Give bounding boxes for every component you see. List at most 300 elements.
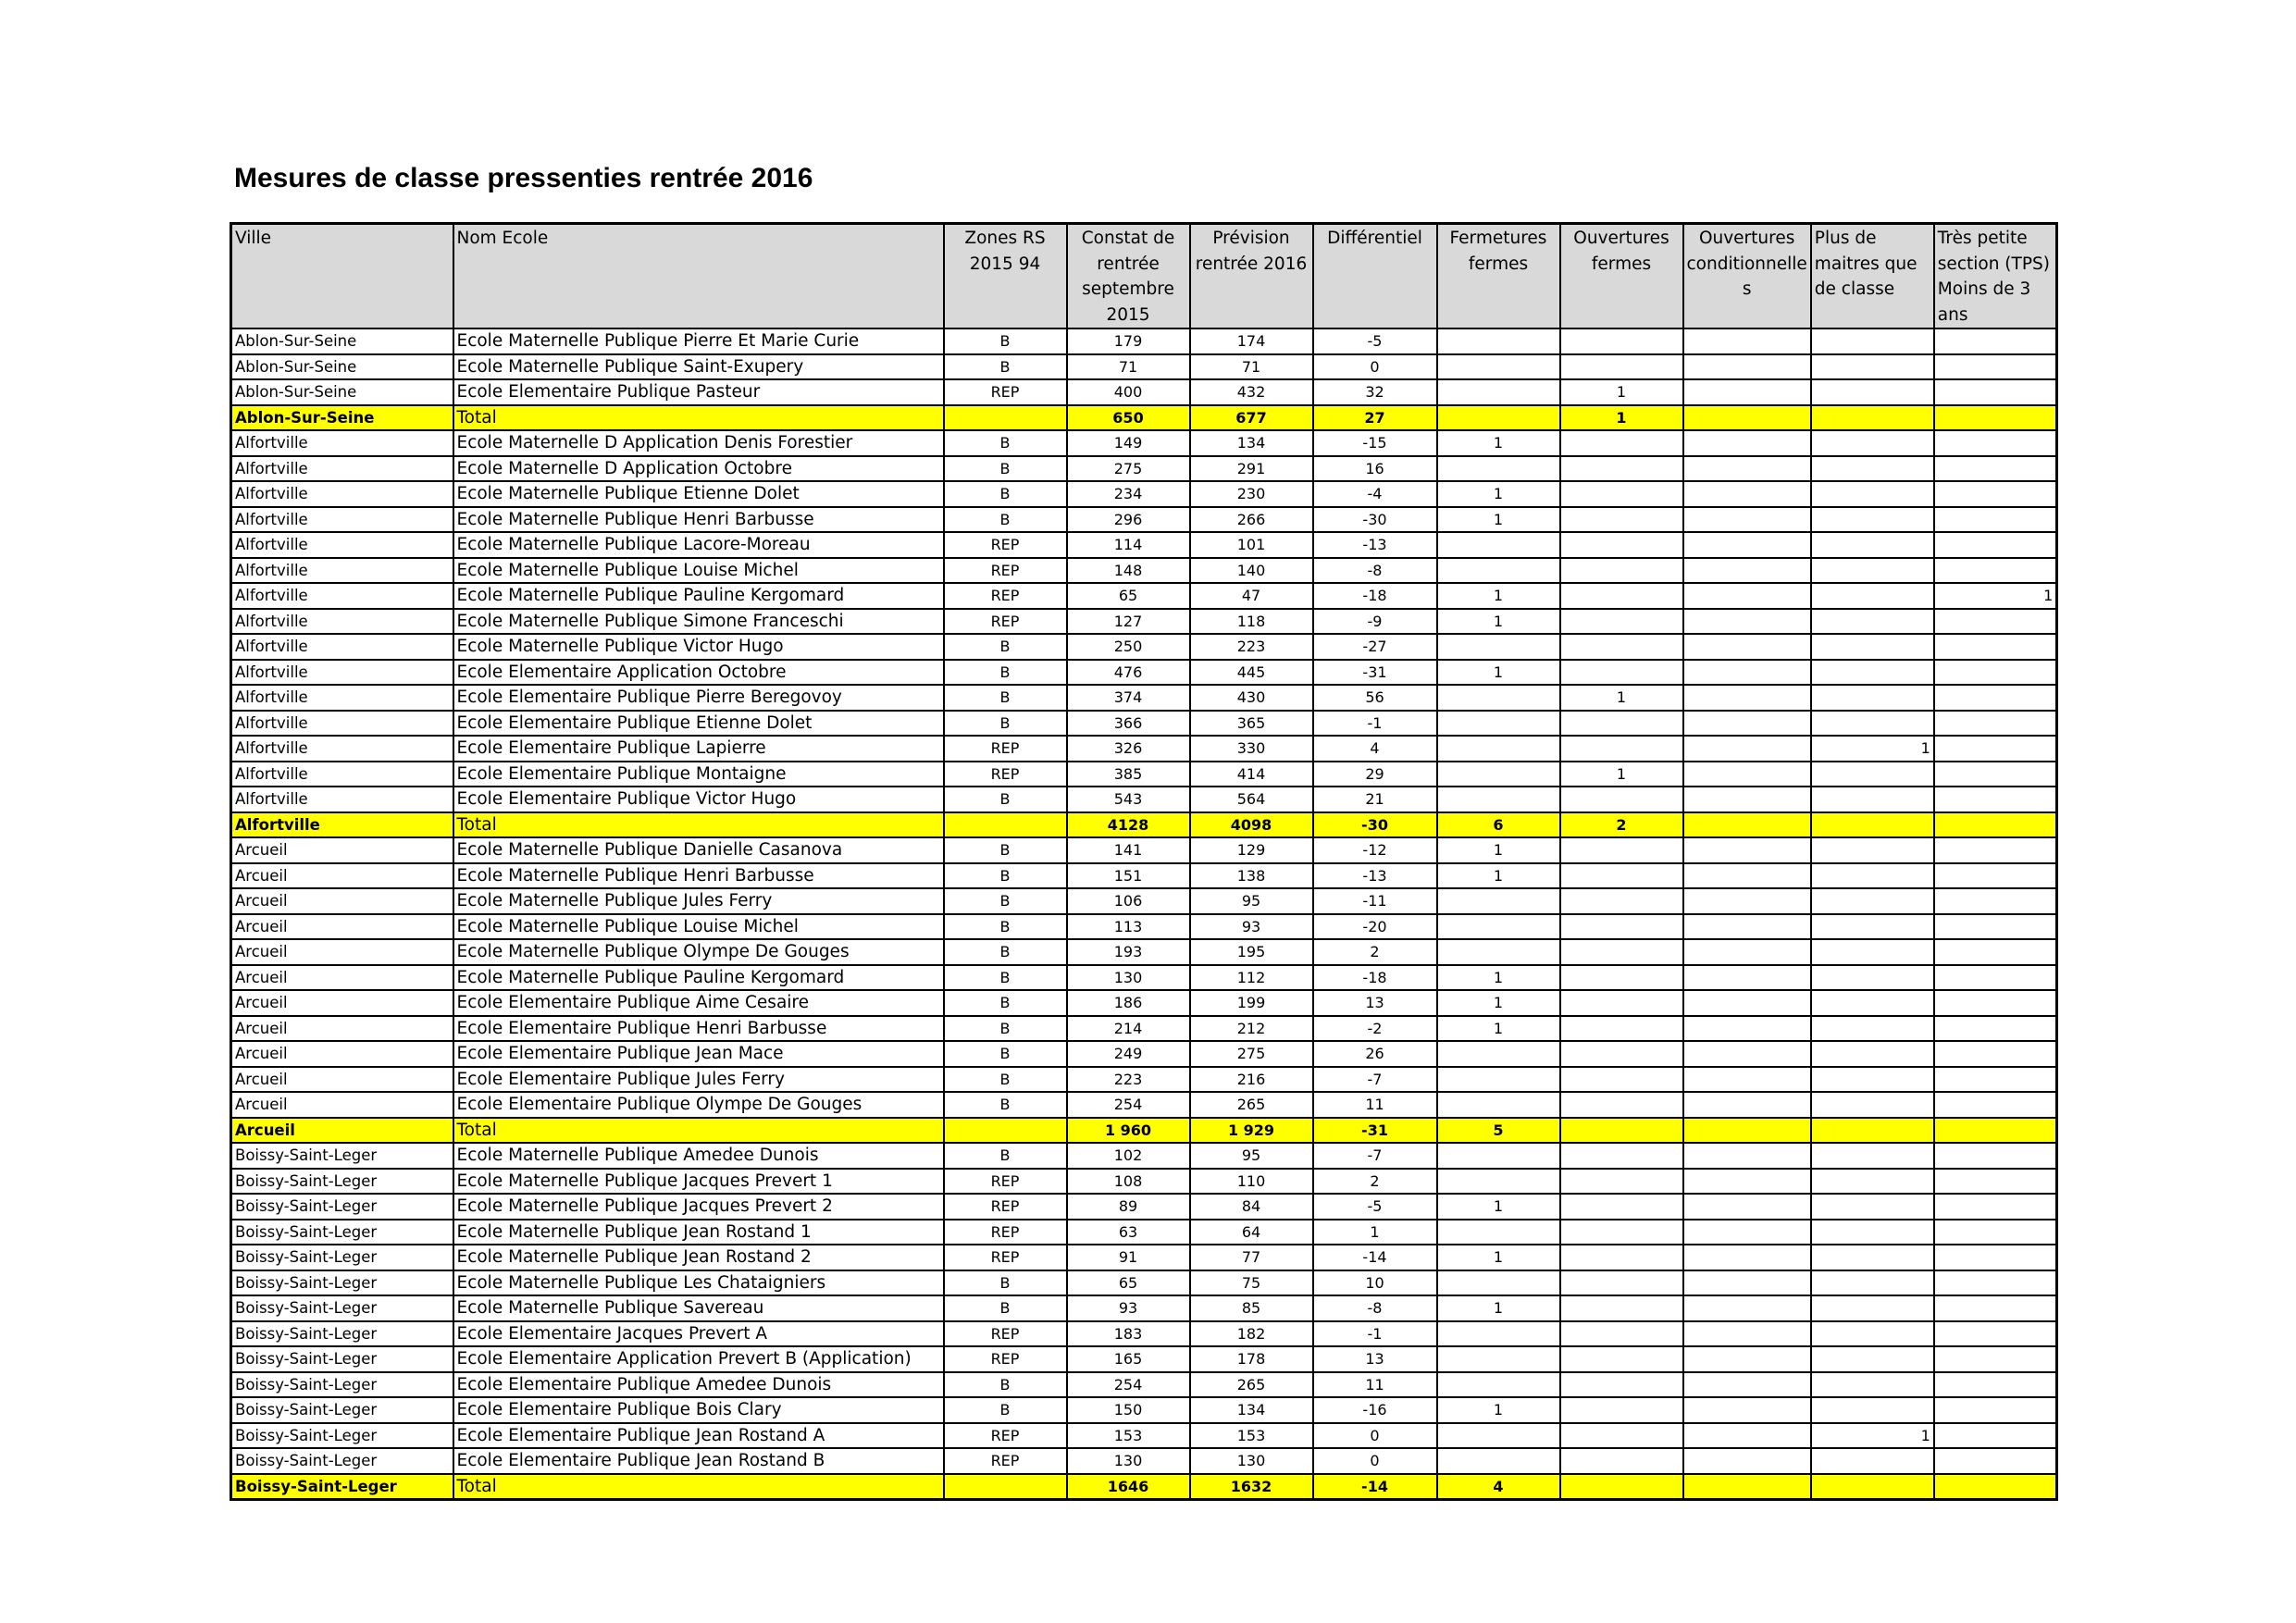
cell-constat: 89 xyxy=(1067,1194,1190,1220)
cell-tps xyxy=(1934,1321,2057,1347)
cell-zones: B xyxy=(944,914,1067,940)
cell-ouvertures xyxy=(1560,888,1683,914)
cell-differentiel: 27 xyxy=(1313,405,1437,431)
cell-plus-de-maitres xyxy=(1811,1321,1934,1347)
cell-ville: Boissy-Saint-Leger xyxy=(231,1194,453,1220)
cell-ouvertures xyxy=(1560,1474,1683,1500)
cell-ville: Arcueil xyxy=(231,990,453,1016)
cell-differentiel: 29 xyxy=(1313,762,1437,787)
cell-ouvertures xyxy=(1560,965,1683,991)
cell-prevision: 71 xyxy=(1190,354,1313,380)
cell-zones: B xyxy=(944,685,1067,711)
cell-differentiel: 26 xyxy=(1313,1041,1437,1067)
cell-ouvertures-conditionnelles xyxy=(1683,888,1811,914)
cell-prevision: 130 xyxy=(1190,1448,1313,1474)
cell-tps xyxy=(1934,736,2057,762)
cell-tps xyxy=(1934,1016,2057,1042)
cell-nom-ecole: Ecole Maternelle Publique Saint-Exupery xyxy=(453,354,944,380)
cell-prevision: 275 xyxy=(1190,1041,1313,1067)
cell-plus-de-maitres xyxy=(1811,1067,1934,1093)
cell-prevision: 430 xyxy=(1190,685,1313,711)
cell-plus-de-maitres xyxy=(1811,507,1934,533)
total-row xyxy=(231,812,2057,838)
cell-ouvertures xyxy=(1560,583,1683,609)
cell-zones: REP xyxy=(944,1423,1067,1449)
cell-ouvertures xyxy=(1560,1220,1683,1245)
table-row xyxy=(231,1169,2057,1195)
table-row xyxy=(231,379,2057,405)
cell-ville: Ablon-Sur-Seine xyxy=(231,354,453,380)
table-row xyxy=(231,1220,2057,1245)
cell-nom-ecole: Ecole Maternelle D Application Denis Forestier xyxy=(453,430,944,456)
cell-ville: Alfortville xyxy=(231,685,453,711)
cell-prevision: 195 xyxy=(1190,939,1313,965)
cell-tps xyxy=(1934,609,2057,635)
cell-zones: B xyxy=(944,1143,1067,1169)
cell-ouvertures-conditionnelles xyxy=(1683,965,1811,991)
cell-tps xyxy=(1934,1245,2057,1270)
cell-differentiel: -30 xyxy=(1313,812,1437,838)
cell-differentiel: -18 xyxy=(1313,965,1437,991)
table-row xyxy=(231,787,2057,812)
cell-constat: 250 xyxy=(1067,634,1190,660)
cell-prevision: 138 xyxy=(1190,863,1313,889)
cell-ouvertures-conditionnelles xyxy=(1683,1321,1811,1347)
cell-differentiel: 13 xyxy=(1313,1346,1437,1372)
cell-constat: 223 xyxy=(1067,1067,1190,1093)
cell-fermetures xyxy=(1437,939,1560,965)
cell-plus-de-maitres xyxy=(1811,837,1934,863)
cell-tps xyxy=(1934,787,2057,812)
cell-nom-ecole: Ecole Elementaire Publique Montaigne xyxy=(453,762,944,787)
cell-ouvertures-conditionnelles xyxy=(1683,1372,1811,1398)
cell-constat: 65 xyxy=(1067,583,1190,609)
cell-zones: B xyxy=(944,711,1067,737)
cell-constat: 114 xyxy=(1067,532,1190,558)
cell-tps xyxy=(1934,532,2057,558)
cell-plus-de-maitres xyxy=(1811,888,1934,914)
cell-nom-ecole: Ecole Maternelle Publique Henri Barbusse xyxy=(453,863,944,889)
cell-zones: B xyxy=(944,787,1067,812)
cell-ville: Ablon-Sur-Seine xyxy=(231,328,453,354)
cell-differentiel: -4 xyxy=(1313,481,1437,507)
col-header-constat: Constat de rentrée septembre 2015 xyxy=(1067,224,1190,329)
cell-prevision: 95 xyxy=(1190,1143,1313,1169)
cell-ouvertures-conditionnelles xyxy=(1683,634,1811,660)
cell-tps xyxy=(1934,507,2057,533)
table-row xyxy=(231,1143,2057,1169)
cell-ouvertures xyxy=(1560,914,1683,940)
col-header-prevision: Prévision rentrée 2016 xyxy=(1190,224,1313,329)
cell-constat: 183 xyxy=(1067,1321,1190,1347)
cell-tps xyxy=(1934,1372,2057,1398)
cell-tps xyxy=(1934,711,2057,737)
cell-nom-ecole: Ecole Elementaire Application Prevert B (Application) xyxy=(453,1346,944,1372)
page-title: Mesures de classe pressenties rentrée 2016 xyxy=(234,163,813,193)
cell-constat: 113 xyxy=(1067,914,1190,940)
total-row xyxy=(231,1474,2057,1500)
cell-ville: Alfortville xyxy=(231,456,453,482)
cell-zones: B xyxy=(944,1270,1067,1296)
cell-ouvertures-conditionnelles xyxy=(1683,1067,1811,1093)
cell-ville: Boissy-Saint-Leger xyxy=(231,1372,453,1398)
table-row xyxy=(231,837,2057,863)
cell-prevision: 118 xyxy=(1190,609,1313,635)
cell-zones: B xyxy=(944,837,1067,863)
cell-ouvertures: 1 xyxy=(1560,762,1683,787)
cell-ville: Arcueil xyxy=(231,863,453,889)
cell-plus-de-maitres xyxy=(1811,1270,1934,1296)
cell-ouvertures xyxy=(1560,1143,1683,1169)
total-row xyxy=(231,405,2057,431)
table-row xyxy=(231,532,2057,558)
cell-ouvertures xyxy=(1560,1092,1683,1118)
cell-constat: 108 xyxy=(1067,1169,1190,1195)
cell-ouvertures-conditionnelles xyxy=(1683,1041,1811,1067)
cell-plus-de-maitres xyxy=(1811,354,1934,380)
cell-differentiel: 11 xyxy=(1313,1092,1437,1118)
cell-plus-de-maitres xyxy=(1811,583,1934,609)
cell-differentiel: 32 xyxy=(1313,379,1437,405)
cell-ouvertures xyxy=(1560,711,1683,737)
cell-tps xyxy=(1934,1346,2057,1372)
cell-tps xyxy=(1934,1295,2057,1321)
cell-ouvertures xyxy=(1560,1372,1683,1398)
cell-zones: B xyxy=(944,1041,1067,1067)
cell-fermetures xyxy=(1437,1092,1560,1118)
cell-ville: Arcueil xyxy=(231,914,453,940)
cell-ouvertures xyxy=(1560,990,1683,1016)
cell-differentiel: -5 xyxy=(1313,328,1437,354)
cell-ouvertures xyxy=(1560,1397,1683,1423)
cell-zones: B xyxy=(944,328,1067,354)
cell-fermetures xyxy=(1437,736,1560,762)
col-header-ouvertures: Ouvertures fermes xyxy=(1560,224,1683,329)
cell-plus-de-maitres xyxy=(1811,481,1934,507)
cell-nom-ecole: Ecole Maternelle Publique Jean Rostand 1 xyxy=(453,1220,944,1245)
cell-ville: Boissy-Saint-Leger xyxy=(231,1245,453,1270)
cell-constat: 249 xyxy=(1067,1041,1190,1067)
cell-prevision: 291 xyxy=(1190,456,1313,482)
cell-tps xyxy=(1934,1169,2057,1195)
col-header-tps: Très petite section (TPS) Moins de 3 ans xyxy=(1934,224,2057,329)
cell-ouvertures xyxy=(1560,456,1683,482)
table-row xyxy=(231,1372,2057,1398)
cell-plus-de-maitres xyxy=(1811,532,1934,558)
cell-plus-de-maitres xyxy=(1811,609,1934,635)
cell-ouvertures-conditionnelles xyxy=(1683,609,1811,635)
cell-constat: 234 xyxy=(1067,481,1190,507)
cell-plus-de-maitres xyxy=(1811,1346,1934,1372)
cell-zones: B xyxy=(944,430,1067,456)
cell-nom-ecole: Ecole Maternelle Publique Simone Franceschi xyxy=(453,609,944,635)
cell-zones xyxy=(944,1118,1067,1144)
cell-plus-de-maitres xyxy=(1811,1220,1934,1245)
table-row xyxy=(231,634,2057,660)
cell-nom-ecole: Ecole Elementaire Publique Bois Clary xyxy=(453,1397,944,1423)
cell-ouvertures-conditionnelles xyxy=(1683,837,1811,863)
cell-ville: Alfortville xyxy=(231,762,453,787)
cell-constat: 93 xyxy=(1067,1295,1190,1321)
cell-nom-ecole: Ecole Elementaire Publique Jules Ferry xyxy=(453,1067,944,1093)
cell-plus-de-maitres: 1 xyxy=(1811,736,1934,762)
cell-differentiel: -2 xyxy=(1313,1016,1437,1042)
cell-ville: Arcueil xyxy=(231,1118,453,1144)
cell-differentiel: -7 xyxy=(1313,1143,1437,1169)
cell-ouvertures-conditionnelles xyxy=(1683,354,1811,380)
cell-nom-ecole: Ecole Elementaire Publique Amedee Dunois xyxy=(453,1372,944,1398)
cell-ouvertures-conditionnelles xyxy=(1683,1118,1811,1144)
cell-ville: Alfortville xyxy=(231,660,453,686)
cell-plus-de-maitres xyxy=(1811,1118,1934,1144)
cell-differentiel: -14 xyxy=(1313,1245,1437,1270)
cell-ville: Alfortville xyxy=(231,507,453,533)
cell-ville: Boissy-Saint-Leger xyxy=(231,1321,453,1347)
cell-ouvertures xyxy=(1560,634,1683,660)
cell-ouvertures xyxy=(1560,609,1683,635)
cell-differentiel: -11 xyxy=(1313,888,1437,914)
cell-prevision: 230 xyxy=(1190,481,1313,507)
cell-prevision: 1632 xyxy=(1190,1474,1313,1500)
cell-differentiel: 0 xyxy=(1313,354,1437,380)
cell-plus-de-maitres xyxy=(1811,1372,1934,1398)
cell-tps xyxy=(1934,1397,2057,1423)
cell-nom-ecole: Ecole Maternelle Publique Etienne Dolet xyxy=(453,481,944,507)
cell-prevision: 4098 xyxy=(1190,812,1313,838)
cell-constat: 326 xyxy=(1067,736,1190,762)
cell-ville: Boissy-Saint-Leger xyxy=(231,1346,453,1372)
cell-ouvertures-conditionnelles xyxy=(1683,456,1811,482)
cell-nom-ecole: Ecole Maternelle Publique Jean Rostand 2 xyxy=(453,1245,944,1270)
cell-constat: 151 xyxy=(1067,863,1190,889)
cell-plus-de-maitres xyxy=(1811,328,1934,354)
cell-prevision: 95 xyxy=(1190,888,1313,914)
cell-prevision: 199 xyxy=(1190,990,1313,1016)
cell-plus-de-maitres xyxy=(1811,558,1934,584)
cell-prevision: 84 xyxy=(1190,1194,1313,1220)
cell-zones: REP xyxy=(944,1194,1067,1220)
col-header-ville: Ville xyxy=(231,224,453,329)
cell-fermetures xyxy=(1437,1372,1560,1398)
cell-prevision: 93 xyxy=(1190,914,1313,940)
cell-fermetures xyxy=(1437,1169,1560,1195)
cell-plus-de-maitres xyxy=(1811,1448,1934,1474)
cell-zones: B xyxy=(944,863,1067,889)
cell-ouvertures xyxy=(1560,1118,1683,1144)
cell-fermetures: 4 xyxy=(1437,1474,1560,1500)
cell-nom-ecole: Ecole Maternelle Publique Victor Hugo xyxy=(453,634,944,660)
cell-nom-ecole: Ecole Maternelle Publique Jules Ferry xyxy=(453,888,944,914)
cell-differentiel: -31 xyxy=(1313,1118,1437,1144)
cell-ouvertures-conditionnelles xyxy=(1683,1169,1811,1195)
cell-fermetures: 1 xyxy=(1437,1295,1560,1321)
cell-constat: 254 xyxy=(1067,1092,1190,1118)
cell-tps xyxy=(1934,634,2057,660)
cell-ville: Boissy-Saint-Leger xyxy=(231,1423,453,1449)
table-row xyxy=(231,1245,2057,1270)
cell-fermetures xyxy=(1437,1220,1560,1245)
table-row xyxy=(231,939,2057,965)
cell-ville: Alfortville xyxy=(231,583,453,609)
cell-ouvertures-conditionnelles xyxy=(1683,1092,1811,1118)
cell-zones xyxy=(944,405,1067,431)
cell-prevision: 216 xyxy=(1190,1067,1313,1093)
cell-fermetures xyxy=(1437,1270,1560,1296)
cell-prevision: 564 xyxy=(1190,787,1313,812)
cell-nom-ecole: Ecole Maternelle Publique Jacques Prevert 1 xyxy=(453,1169,944,1195)
cell-ville: Ablon-Sur-Seine xyxy=(231,405,453,431)
cell-ouvertures-conditionnelles xyxy=(1683,1423,1811,1449)
cell-fermetures: 1 xyxy=(1437,837,1560,863)
cell-tps xyxy=(1934,837,2057,863)
col-header-nom-ecole: Nom Ecole xyxy=(453,224,944,329)
cell-plus-de-maitres xyxy=(1811,379,1934,405)
cell-plus-de-maitres xyxy=(1811,1397,1934,1423)
cell-fermetures: 1 xyxy=(1437,583,1560,609)
cell-differentiel: -13 xyxy=(1313,532,1437,558)
cell-zones: B xyxy=(944,990,1067,1016)
cell-plus-de-maitres xyxy=(1811,939,1934,965)
table-row xyxy=(231,354,2057,380)
table-body xyxy=(231,328,2057,1500)
table-row xyxy=(231,1295,2057,1321)
cell-plus-de-maitres xyxy=(1811,685,1934,711)
cell-differentiel: 0 xyxy=(1313,1423,1437,1449)
cell-ouvertures-conditionnelles xyxy=(1683,1245,1811,1270)
cell-differentiel: -15 xyxy=(1313,430,1437,456)
cell-ouvertures-conditionnelles xyxy=(1683,1346,1811,1372)
col-header-ouvertures-conditionnelles: Ouvertures conditionnelle s xyxy=(1683,224,1811,329)
cell-fermetures xyxy=(1437,456,1560,482)
cell-nom-ecole: Ecole Maternelle Publique Lacore-Moreau xyxy=(453,532,944,558)
cell-fermetures xyxy=(1437,762,1560,787)
cell-nom-ecole: Ecole Maternelle Publique Amedee Dunois xyxy=(453,1143,944,1169)
cell-ouvertures-conditionnelles xyxy=(1683,863,1811,889)
cell-fermetures: 1 xyxy=(1437,965,1560,991)
cell-zones: B xyxy=(944,1397,1067,1423)
cell-tps xyxy=(1934,430,2057,456)
cell-plus-de-maitres xyxy=(1811,634,1934,660)
cell-tps xyxy=(1934,1194,2057,1220)
table-row xyxy=(231,1397,2057,1423)
table-row xyxy=(231,1067,2057,1093)
cell-tps xyxy=(1934,1474,2057,1500)
cell-constat: 141 xyxy=(1067,837,1190,863)
cell-prevision: 365 xyxy=(1190,711,1313,737)
cell-ouvertures-conditionnelles xyxy=(1683,532,1811,558)
cell-zones: REP xyxy=(944,1346,1067,1372)
cell-constat: 1646 xyxy=(1067,1474,1190,1500)
cell-ouvertures-conditionnelles xyxy=(1683,481,1811,507)
cell-constat: 193 xyxy=(1067,939,1190,965)
table-row xyxy=(231,1346,2057,1372)
cell-constat: 153 xyxy=(1067,1423,1190,1449)
cell-prevision: 47 xyxy=(1190,583,1313,609)
cell-ouvertures xyxy=(1560,1270,1683,1296)
cell-prevision: 266 xyxy=(1190,507,1313,533)
cell-ouvertures xyxy=(1560,1423,1683,1449)
table-row xyxy=(231,430,2057,456)
cell-ouvertures-conditionnelles xyxy=(1683,1270,1811,1296)
cell-tps xyxy=(1934,405,2057,431)
cell-fermetures: 1 xyxy=(1437,609,1560,635)
cell-ville: Boissy-Saint-Leger xyxy=(231,1143,453,1169)
cell-prevision: 77 xyxy=(1190,1245,1313,1270)
cell-prevision: 112 xyxy=(1190,965,1313,991)
cell-nom-ecole: Ecole Maternelle Publique Jacques Prevert 2 xyxy=(453,1194,944,1220)
cell-tps xyxy=(1934,863,2057,889)
table-row xyxy=(231,583,2057,609)
cell-nom-ecole: Ecole Maternelle Publique Les Chataigniers xyxy=(453,1270,944,1296)
cell-zones: REP xyxy=(944,1321,1067,1347)
cell-zones: B xyxy=(944,660,1067,686)
cell-tps xyxy=(1934,965,2057,991)
cell-fermetures: 1 xyxy=(1437,1016,1560,1042)
cell-prevision: 265 xyxy=(1190,1092,1313,1118)
cell-ouvertures-conditionnelles xyxy=(1683,405,1811,431)
cell-differentiel: -8 xyxy=(1313,1295,1437,1321)
cell-ouvertures-conditionnelles xyxy=(1683,1397,1811,1423)
cell-differentiel: -27 xyxy=(1313,634,1437,660)
cell-zones: B xyxy=(944,456,1067,482)
cell-fermetures: 1 xyxy=(1437,863,1560,889)
cell-zones: REP xyxy=(944,532,1067,558)
col-header-fermetures: Fermetures fermes xyxy=(1437,224,1560,329)
table-row xyxy=(231,609,2057,635)
cell-fermetures xyxy=(1437,1321,1560,1347)
cell-constat: 149 xyxy=(1067,430,1190,456)
table-row xyxy=(231,990,2057,1016)
cell-fermetures xyxy=(1437,1041,1560,1067)
cell-fermetures xyxy=(1437,405,1560,431)
cell-nom-ecole: Ecole Maternelle D Application Octobre xyxy=(453,456,944,482)
cell-tps xyxy=(1934,812,2057,838)
cell-ouvertures xyxy=(1560,1448,1683,1474)
cell-nom-ecole: Ecole Maternelle Publique Louise Michel xyxy=(453,914,944,940)
cell-nom-ecole: Ecole Elementaire Publique Pasteur xyxy=(453,379,944,405)
cell-fermetures xyxy=(1437,558,1560,584)
cell-ville: Arcueil xyxy=(231,939,453,965)
cell-nom-ecole: Ecole Maternelle Publique Savereau xyxy=(453,1295,944,1321)
cell-plus-de-maitres xyxy=(1811,660,1934,686)
cell-differentiel: 10 xyxy=(1313,1270,1437,1296)
table-row xyxy=(231,1041,2057,1067)
cell-ouvertures-conditionnelles xyxy=(1683,1194,1811,1220)
cell-constat: 385 xyxy=(1067,762,1190,787)
cell-ouvertures xyxy=(1560,939,1683,965)
cell-differentiel: -1 xyxy=(1313,711,1437,737)
cell-ouvertures-conditionnelles xyxy=(1683,558,1811,584)
cell-nom-ecole: Ecole Maternelle Publique Pauline Kergomard xyxy=(453,583,944,609)
cell-fermetures: 1 xyxy=(1437,990,1560,1016)
cell-tps xyxy=(1934,914,2057,940)
cell-nom-ecole: Total xyxy=(453,812,944,838)
cell-fermetures: 1 xyxy=(1437,1194,1560,1220)
table-row xyxy=(231,328,2057,354)
cell-ville: Arcueil xyxy=(231,837,453,863)
table-row xyxy=(231,1423,2057,1449)
cell-ville: Alfortville xyxy=(231,711,453,737)
cell-differentiel: -14 xyxy=(1313,1474,1437,1500)
cell-zones: B xyxy=(944,481,1067,507)
cell-tps xyxy=(1934,1041,2057,1067)
cell-zones: REP xyxy=(944,1245,1067,1270)
cell-ouvertures-conditionnelles xyxy=(1683,812,1811,838)
cell-prevision: 134 xyxy=(1190,1397,1313,1423)
cell-zones: REP xyxy=(944,558,1067,584)
cell-zones: B xyxy=(944,354,1067,380)
cell-constat: 65 xyxy=(1067,1270,1190,1296)
